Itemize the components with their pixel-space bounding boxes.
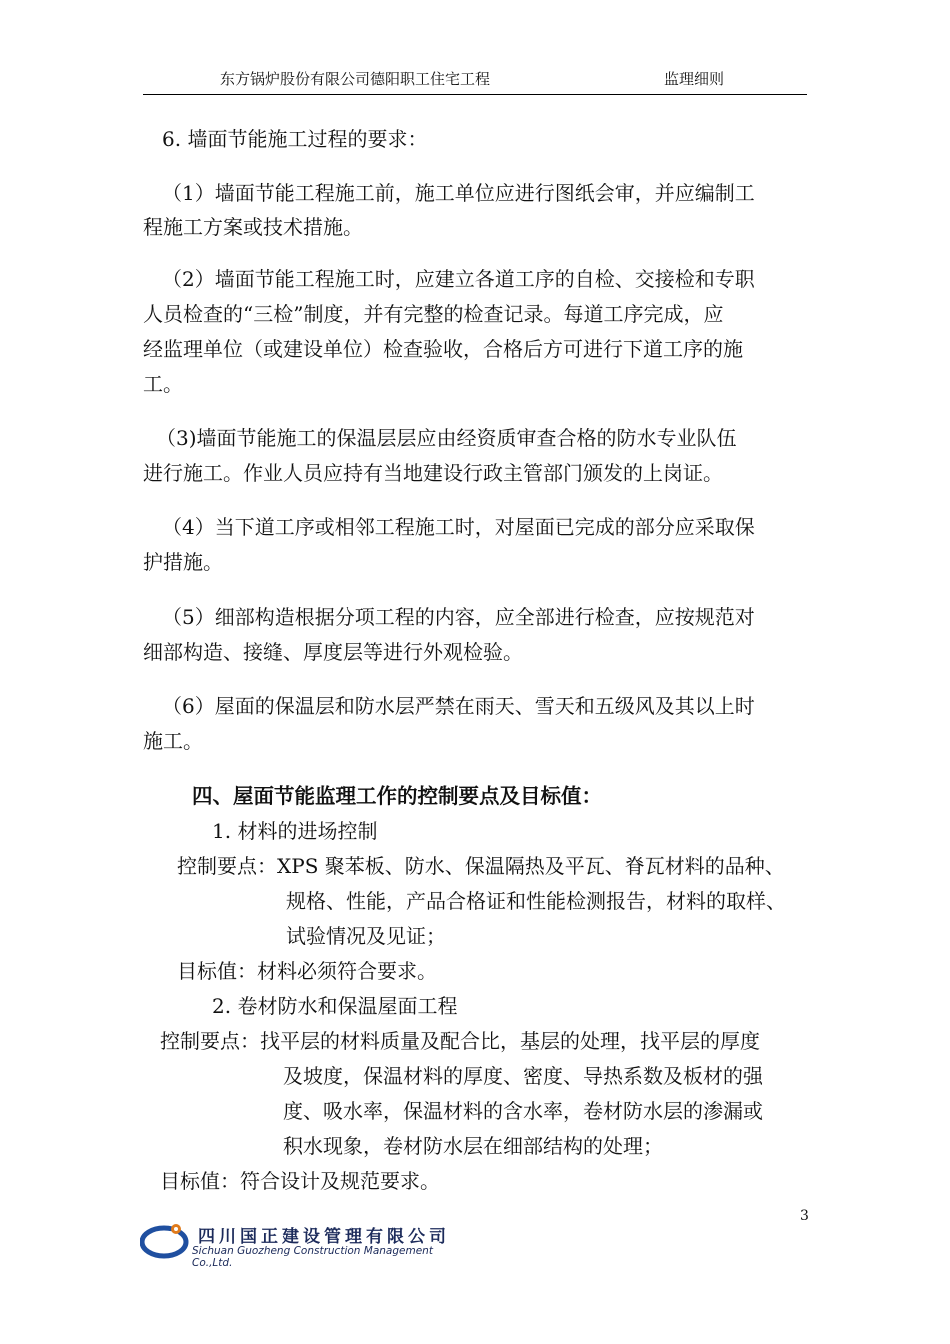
item-2-control-line-2: 及坡度，保温材料的厚度、密度、导热系数及板材的强: [283, 1064, 763, 1088]
company-name-cn: 四川国正建设管理有限公司: [198, 1227, 450, 1247]
header-project-title: 东方锅炉股份有限公司德阳职工住宅工程: [220, 70, 491, 88]
paragraph-6-line-1: （6）屋面的保温层和防水层严禁在雨天、雪天和五级风及其以上时: [162, 694, 755, 718]
company-emblem-icon: [140, 1220, 196, 1262]
item-1-title: 1. 材料的进场控制: [212, 819, 378, 843]
item-2-target: 目标值：符合设计及规范要求。: [160, 1169, 440, 1193]
section-4-heading: 四、屋面节能监理工作的控制要点及目标值：: [192, 784, 602, 808]
paragraph-2-line-1: （2）墙面节能工程施工时，应建立各道工序的自检、交接检和专职: [162, 267, 755, 291]
paragraph-4-line-1: （4）当下道工序或相邻工程施工时，对屋面已完成的部分应采取保: [162, 515, 755, 539]
paragraph-5-line-2: 细部构造、接缝、厚度层等进行外观检验。: [143, 640, 523, 664]
item-1-control-line-3: 试验情况及见证；: [286, 924, 446, 948]
paragraph-6-line-2: 施工。: [143, 729, 203, 753]
item-1-control-line-2: 规格、性能，产品合格证和性能检测报告，材料的取样、: [286, 889, 786, 913]
item-2-control-line-1: 控制要点：找平层的材料质量及配合比，基层的处理，找平层的厚度: [160, 1029, 760, 1053]
page-number: 3: [800, 1208, 809, 1224]
item-2-control-line-4: 积水现象，卷材防水层在细部结构的处理；: [283, 1134, 663, 1158]
paragraph-1-line-1: （1）墙面节能工程施工前，施工单位应进行图纸会审，并应编制工: [162, 181, 755, 205]
paragraph-2-line-4: 工。: [143, 372, 183, 396]
section-6-title: 6. 墙面节能施工过程的要求：: [162, 127, 428, 151]
company-logo: [140, 1218, 460, 1269]
item-2-control-line-3: 度、吸水率，保温材料的含水率，卷材防水层的渗漏或: [283, 1099, 763, 1123]
item-1-control-line-1: 控制要点：XPS 聚苯板、防水、保温隔热及平瓦、脊瓦材料的品种、: [177, 854, 785, 878]
item-1-target: 目标值：材料必须符合要求。: [177, 959, 437, 983]
paragraph-3-line-2: 进行施工。作业人员应持有当地建设行政主管部门颁发的上岗证。: [143, 461, 723, 485]
company-name-en: Sichuan Guozheng Construction Management Co.,Ltd.: [192, 1245, 433, 1269]
paragraph-2-line-2: 人员检查的“三检”制度，并有完整的检查记录。每道工序完成，应: [143, 302, 724, 326]
item-2-title: 2. 卷材防水和保温屋面工程: [212, 994, 458, 1018]
paragraph-3-line-1: （3)墙面节能施工的保温层层应由经资质审查合格的防水专业队伍: [156, 426, 737, 450]
paragraph-1-line-2: 程施工方案或技术措施。: [143, 215, 363, 239]
paragraph-2-line-3: 经监理单位（或建设单位）检查验收，合格后方可进行下道工序的施: [143, 337, 743, 361]
paragraph-4-line-2: 护措施。: [143, 550, 223, 574]
page-header: [143, 66, 807, 95]
header-doc-type: 监理细则: [664, 70, 725, 88]
paragraph-5-line-1: （5）细部构造根据分项工程的内容，应全部进行检查，应按规范对: [162, 605, 755, 629]
